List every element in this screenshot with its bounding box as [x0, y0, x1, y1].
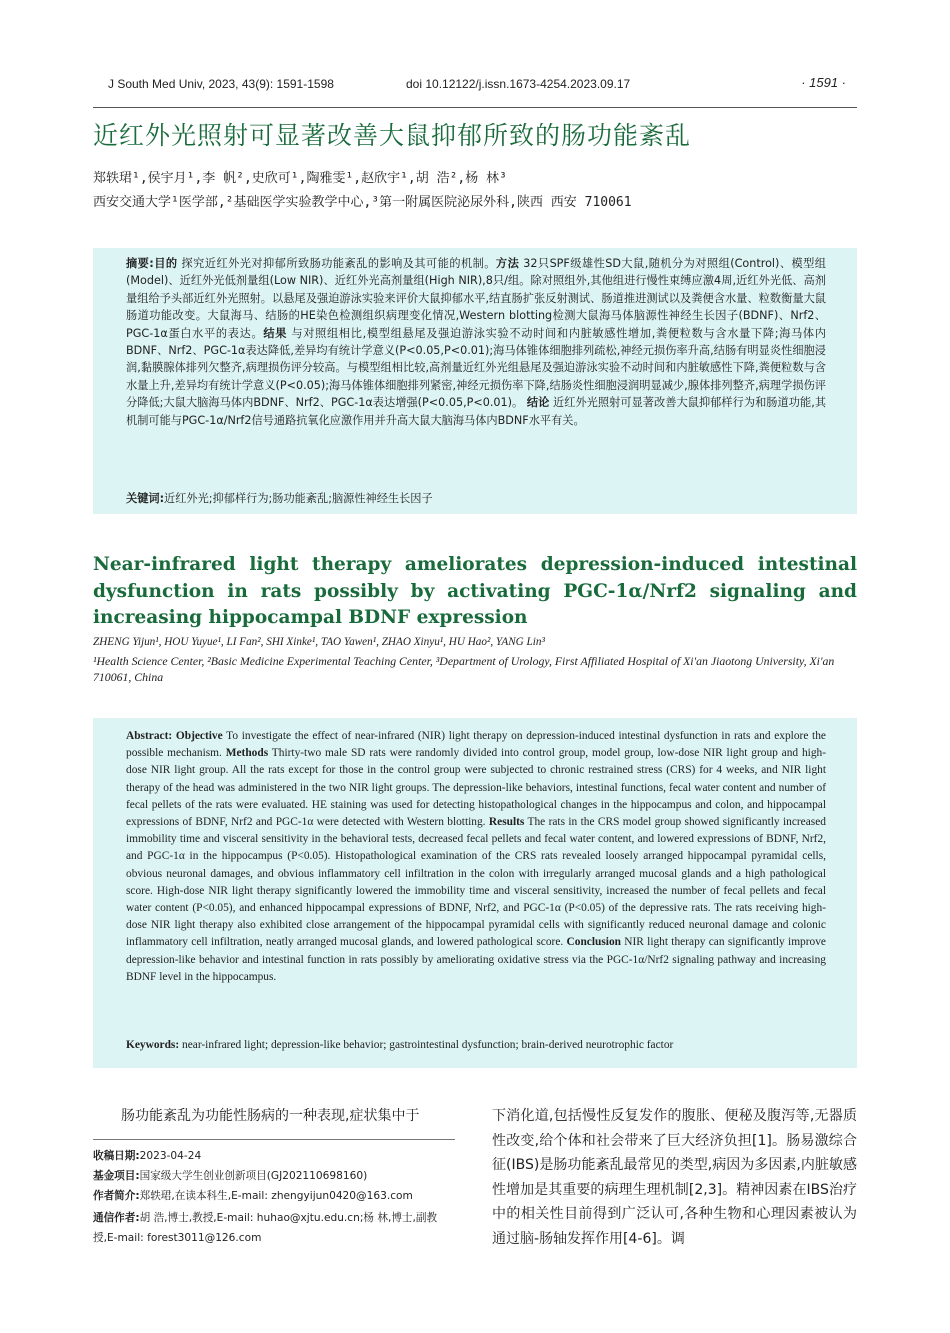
en-methods-label: Methods — [225, 747, 269, 760]
corr-text: 胡 浩,博士,教授,E-mail: huhao@xjtu.edu.cn;杨 林,博士,副教授,E-mail: forest3011@126.com — [93, 1212, 438, 1244]
keywords-label: 关键词: — [126, 492, 165, 505]
author-label: 作者简介: — [93, 1190, 140, 1202]
keywords-text: 近红外光;抑郁样行为;肠功能紊乱;脑源性神经生长因子 — [164, 492, 433, 505]
header-divider — [93, 107, 857, 108]
footnote-received — [93, 1146, 461, 1166]
footnote-author — [93, 1186, 461, 1206]
en-keywords-text: near-infrared light; depression-like behavior; gastrointestinal dysfunction; brain-derived neurotrophic factor — [182, 1039, 674, 1051]
english-authors: ZHENG Yijun¹, HOU Yuyue¹, LI Fan², SHI Xinke¹, TAO Yawen¹, ZHAO Xinyu¹, HU Hao², YANG Lin³ — [93, 636, 545, 648]
objective-label: 目的 — [153, 257, 178, 270]
page-number: · 1591 · — [801, 75, 846, 90]
methods-text: 32只SPF级雄性SD大鼠,随机分为对照组(Control)、模型组(Model)、近红外光低剂量组(Low NIR)、近红外光高剂量组(High NIR),8只/组。除对照组外,其他组进行慢性束缚应激4周,近红外光低、高剂量组给予头部近红外光照射。以悬尾及强迫游泳实验来评价大鼠抑郁水平,结直肠扩张反射测试、肠道推进测试以及粪便含水量、粒数衡量大鼠肠道功能改变。大鼠海马、结肠的HE染色检测组织病理变化情况,Western blotting检测大鼠海马体脑源性神经生长因子(BDNF)、Nrf2、PGC-1α蛋白水平的表达。 — [126, 257, 826, 340]
fund-label: 基金项目: — [93, 1170, 140, 1182]
english-title: Near-infrared light therapy ameliorates depression-induced intestinal dysfunction in rats possibly by activating PGC-1α/Nrf2 signaling and increasing hippocampal BDNF expression — [93, 554, 857, 628]
en-keywords-label: Keywords: — [126, 1039, 180, 1051]
chinese-abstract-box — [93, 248, 857, 514]
english-abstract-box — [93, 718, 857, 1068]
results-label: 结果 — [263, 326, 288, 340]
en-conclusion-label: Conclusion — [566, 936, 621, 949]
results-text: 与对照组相比,模型组悬尾及强迫游泳实验不动时间和内脏敏感性增加,粪便粒数与含水量下降;海马体内BDNF、Nrf2、PGC-1α表达降低,差异均有统计学意义(P<0.05,P<0.01);海马体锥体细胞排列疏松,神经元损伤率升高,结肠有明显炎性细胞浸润,黏膜腺体排列欠整齐,病理损伤评分较高。与模型组相比较,高剂量近红外光组悬尾及强迫游泳实验不动时间和内脏敏感性下降,粪便粒数与含水量上升,差异均有统计学意义(P<0.05);海马体锥体细胞排列紧密,神经元损伤率下降,结肠炎性细胞浸润明显减少,腺体排列整齐,病理学损伤评分降低;大鼠大脑海马体内BDNF、Nrf2、PGC-1α表达增强(P<0.05,P<0.01)。 — [126, 326, 826, 410]
received-date: 2023-04-24 — [139, 1150, 202, 1162]
en-results-label: Results — [488, 816, 525, 829]
body-left-paragraph: 肠功能紊乱为功能性肠病的一种表现,症状集中于 — [121, 1108, 420, 1124]
chinese-keywords — [126, 490, 826, 506]
en-abstract-label: Abstract: Objective — [126, 730, 223, 742]
en-methods-text: Thirty-two male SD rats were randomly divided into control group, model group, low-dose NIR light group and high-dose NIR light group. All the rats except for those in the control group were subjected to chronic restrained stress (CRS) for 4 weeks, and NIR light therapy of the head was administered in the two NIR light groups. The depression-like behaviors, intestinal functions, fecal water content and number of fecal pellets of the rats were evaluated. HE staining was used for detecting histopathological changes in the hippocampus and colon, and hippocampal expressions of BDNF, Nrf2 and PGC-1α were detected with Western blotting. — [126, 747, 826, 829]
conclusion-label: 结论 — [526, 396, 550, 410]
english-abstract — [126, 728, 826, 986]
en-conclusion-text: NIR light therapy can significantly improve depression-like behavior and intestinal function in rats possibly by ameliorating oxidative stress via the PGC-1α/Nrf2 signaling pathway and increasing BDNF level in the hippocampus. — [126, 936, 826, 983]
conclusion-text: 近红外光照射可显著改善大鼠抑郁样行为和肠道功能,其机制可能与PGC-1α/Nrf2信号通路抗氧化应激作用并升高大鼠大脑海马体内BDNF水平有关。 — [126, 396, 827, 427]
journal-citation: J South Med Univ, 2023, 43(9): 1591-1598 — [108, 77, 334, 91]
objective-text: 探究近红外光对抑郁所致肠功能紊乱的影响及其可能的机制。 — [181, 257, 496, 270]
english-affiliation: ¹Health Science Center, ²Basic Medicine Experimental Teaching Center, ³Department of Urology, First Affiliated Hospital of Xi'an Jiaotong University, Xi'an 710061, China — [93, 654, 835, 684]
chinese-authors: 郑轶珺¹,侯宇月¹,李 帆²,史欣可¹,陶雅雯¹,赵欣宇¹,胡 浩²,杨 林³ — [93, 171, 507, 186]
abstract-label: 摘要: — [126, 257, 154, 270]
body-right-paragraph: 下消化道,包括慢性反复发作的腹胀、便秘及腹泻等,无器质性改变,给个体和社会带来了巨大经济负担[1]。肠易激综合征(IBS)是肠功能紊乱最常见的类型,病因为多因素,内脏敏感性增加是其重要的病理生理机制[2,3]。精神因素在IBS治疗中的相关性目前得到广泛认可,各种生物和心理因素被认为通过脑-肠轴发挥作用[4-6]。调 — [492, 1108, 857, 1247]
chinese-title: 近红外光照射可显著改善大鼠抑郁所致的肠功能紊乱 — [93, 121, 692, 150]
methods-label: 方法 — [495, 257, 520, 270]
en-results-text: The rats in the CRS model group showed significantly increased immobility time and visceral sensitivity in the behavioral tests, decreased fecal pellets and fecal water content, and lowered expressions of BDNF, Nrf2, and PGC-1α in the hippocampus (P<0.05). Histopathological examination of the CRS rats revealed loosely arranged hippocampal pyramidal cells, obvious neuronal damages, and obvious inflammatory cell infiltration in the colon with irregularly arranged mucosal glands and a high pathological score. High-dose NIR light therapy significantly lowered the immobility time and visceral sensitivity, increased the number of fecal pellets and fecal water content (P<0.05), and enhanced hippocampal expressions of BDNF, Nrf2, and PGC-1α (P<0.05) of the depressive rats. The rats receiving high-dose NIR light therapy also exhibited close arrangement of the hippocampal pyramidal cells with significantly reduced neuronal damage and colonic inflammatory cell infiltration, neatly arranged mucosal glands, and lowered pathological score. — [126, 816, 826, 949]
fund-text: 国家级大学生创业创新项目(GJ202110698160) — [139, 1170, 368, 1182]
chinese-affiliation: 西安交通大学¹医学部,²基础医学实验教学中心,³第一附属医院泌尿外科,陕西 西安 710061 — [93, 195, 632, 210]
corr-label: 通信作者: — [93, 1212, 140, 1224]
author-text: 郑轶珺,在读本科生,E-mail: zhengyijun0420@163.com — [139, 1190, 413, 1202]
chinese-abstract — [126, 255, 826, 429]
received-label: 收稿日期: — [93, 1150, 140, 1162]
doi[interactable]: doi 10.12122/j.issn.1673-4254.2023.09.17 — [406, 77, 631, 91]
footnote-divider — [93, 1139, 455, 1140]
footnote-corresponding — [93, 1208, 461, 1248]
en-objective-text: To investigate the effect of near-infrared (NIR) light therapy on depression-induced intestinal dysfunction in rats and explore the possible mechanism. — [126, 730, 826, 760]
english-keywords — [126, 1039, 826, 1051]
footnote-fund — [93, 1166, 461, 1186]
